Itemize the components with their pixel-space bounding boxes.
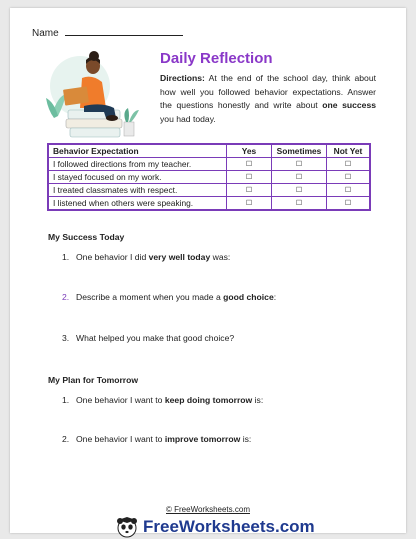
behavior-text: I listened when others were speaking.: [48, 197, 227, 211]
plan-question-2: 2. One behavior I want to improve tomorrow is:: [62, 434, 252, 444]
directions-bold-phrase: one success: [322, 100, 377, 111]
header-not-yet: Not Yet: [327, 144, 371, 158]
checkbox-not-yet[interactable]: ☐: [327, 171, 371, 184]
checkbox-not-yet[interactable]: ☐: [327, 184, 371, 197]
table-header-row: [48, 144, 370, 158]
checkbox-sometimes[interactable]: ☐: [272, 158, 327, 171]
behavior-checklist-table: [47, 143, 371, 211]
checkbox-not-yet[interactable]: ☐: [327, 197, 371, 211]
page-title: Daily Reflection: [160, 50, 273, 67]
panda-mascot-icon: [115, 516, 139, 538]
success-question-3: 3. What helped you make that good choice?: [62, 333, 235, 343]
directions-label: Directions:: [160, 73, 205, 83]
header-sometimes: Sometimes: [272, 144, 327, 158]
behavior-text: I stayed focused on my work.: [48, 171, 227, 184]
footer-brand-logo: [115, 516, 315, 538]
success-question-1: 1. One behavior I did very well today was:: [62, 252, 231, 262]
success-question-2: 2. Describe a moment when you made a good choice:: [62, 292, 277, 302]
table-row: [48, 184, 370, 197]
checkbox-yes[interactable]: ☐: [227, 184, 272, 197]
checkbox-yes[interactable]: ☐: [227, 158, 272, 171]
worksheet-page: [10, 8, 406, 536]
footer-copyright-link[interactable]: © FreeWorksheets.com: [166, 505, 250, 514]
directions-text: Directions: At the end of the school day, think about how well you followed behavior expectations. Answer the questions honestly and write about one success you had today.: [160, 73, 377, 124]
table-row: [48, 197, 370, 211]
checkbox-sometimes[interactable]: ☐: [272, 171, 327, 184]
name-input-line[interactable]: [65, 26, 183, 36]
brand-wordmark: FreeWorksheets.com: [143, 517, 315, 536]
header-yes: Yes: [227, 144, 272, 158]
checkbox-not-yet[interactable]: ☐: [327, 158, 371, 171]
table-row: [48, 171, 370, 184]
student-reading-illustration: [40, 44, 158, 140]
section-heading-plan: My Plan for Tomorrow: [48, 375, 139, 385]
checkbox-yes[interactable]: ☐: [227, 171, 272, 184]
name-label: Name: [32, 28, 59, 39]
table-row: [48, 158, 370, 171]
header-behavior-expectation: Behavior Expectation: [48, 144, 227, 158]
behavior-text: I followed directions from my teacher.: [48, 158, 227, 171]
checkbox-sometimes[interactable]: ☐: [272, 197, 327, 211]
checkbox-yes[interactable]: ☐: [227, 197, 272, 211]
name-field-row: [32, 26, 183, 39]
checkbox-sometimes[interactable]: ☐: [272, 184, 327, 197]
section-heading-success: My Success Today: [48, 232, 125, 242]
behavior-text: I treated classmates with respect.: [48, 184, 227, 197]
plan-question-1: 1. One behavior I want to keep doing tomorrow is:: [62, 395, 264, 405]
